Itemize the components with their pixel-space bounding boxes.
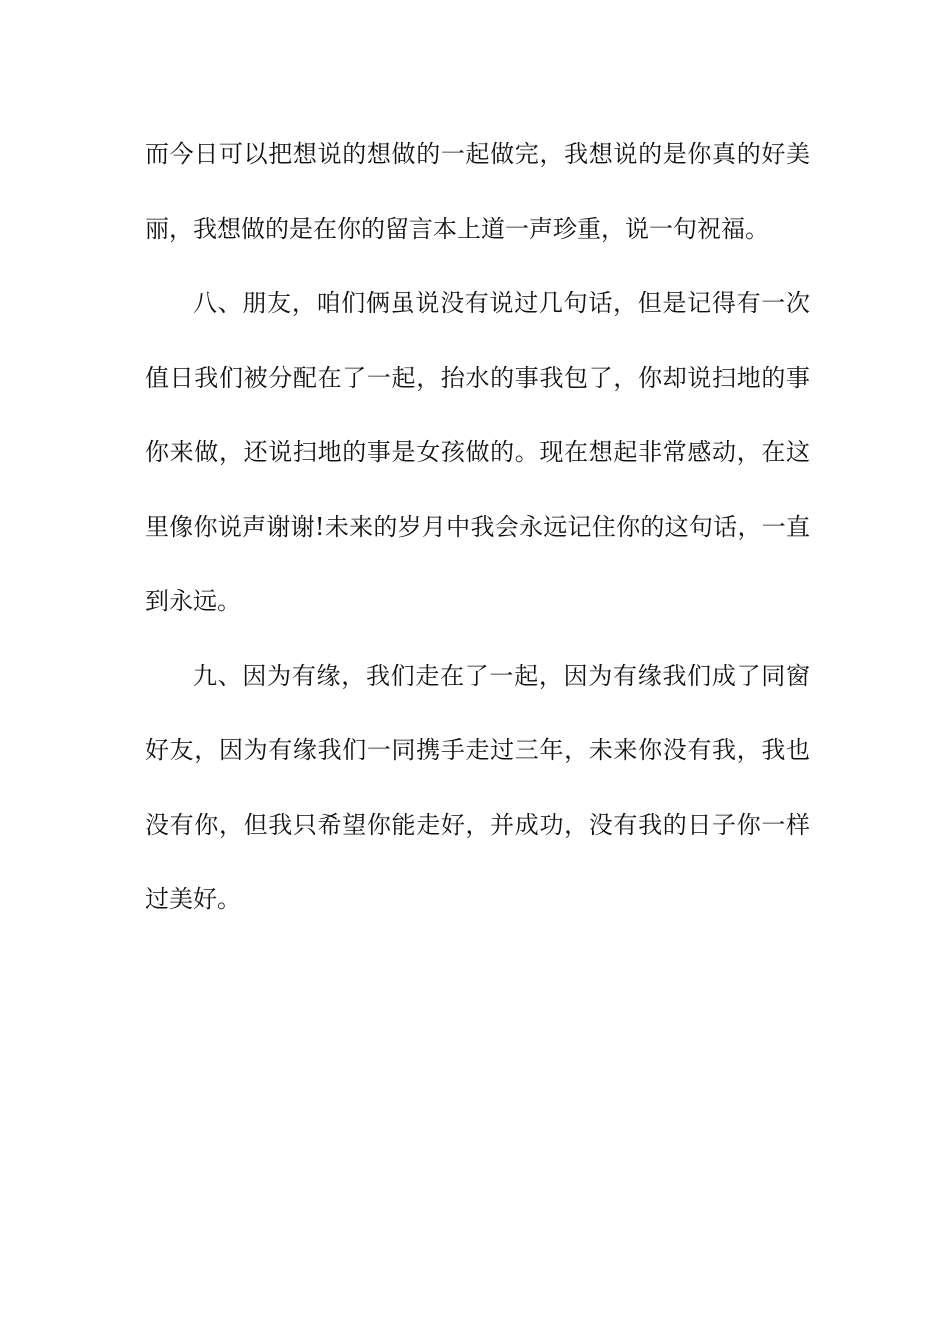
paragraph-eight bbox=[145, 280, 810, 653]
paragraph-line: 里像你说声谢谢!未来的岁月中我会永远记住你的这句话，一直 bbox=[145, 512, 810, 541]
document-body bbox=[145, 131, 810, 951]
paragraph-line: 到永远。 bbox=[145, 587, 241, 615]
paragraph-line: 八、朋友，咱们俩虽说没有说过几句话，但是记得有一次 bbox=[193, 289, 810, 317]
paragraph-line: 九、因为有缘，我们走在了一起，因为有缘我们成了同窗 bbox=[193, 661, 810, 690]
paragraph-line: 而今日可以把想说的想做的一起做完，我想说的是你真的好美 bbox=[145, 140, 810, 168]
paragraph-line: 你来做，还说扫地的事是女孩做的。现在想起非常感动，在这 bbox=[145, 438, 810, 466]
paragraph-line: 过美好。 bbox=[145, 885, 241, 913]
paragraph-continued bbox=[145, 131, 810, 280]
paragraph-line: 丽，我想做的是在你的留言本上道一声珍重，说一句祝福。 bbox=[145, 214, 769, 243]
paragraph-line: 好友，因为有缘我们一同携手走过三年，未来你没有我，我也 bbox=[145, 736, 810, 764]
paragraph-line: 没有你，但我只希望你能走好，并成功，没有我的日子你一样 bbox=[145, 810, 810, 839]
paragraph-nine bbox=[145, 653, 810, 951]
paragraph-line: 值日我们被分配在了一起，抬水的事我包了，你却说扫地的事 bbox=[145, 363, 810, 392]
